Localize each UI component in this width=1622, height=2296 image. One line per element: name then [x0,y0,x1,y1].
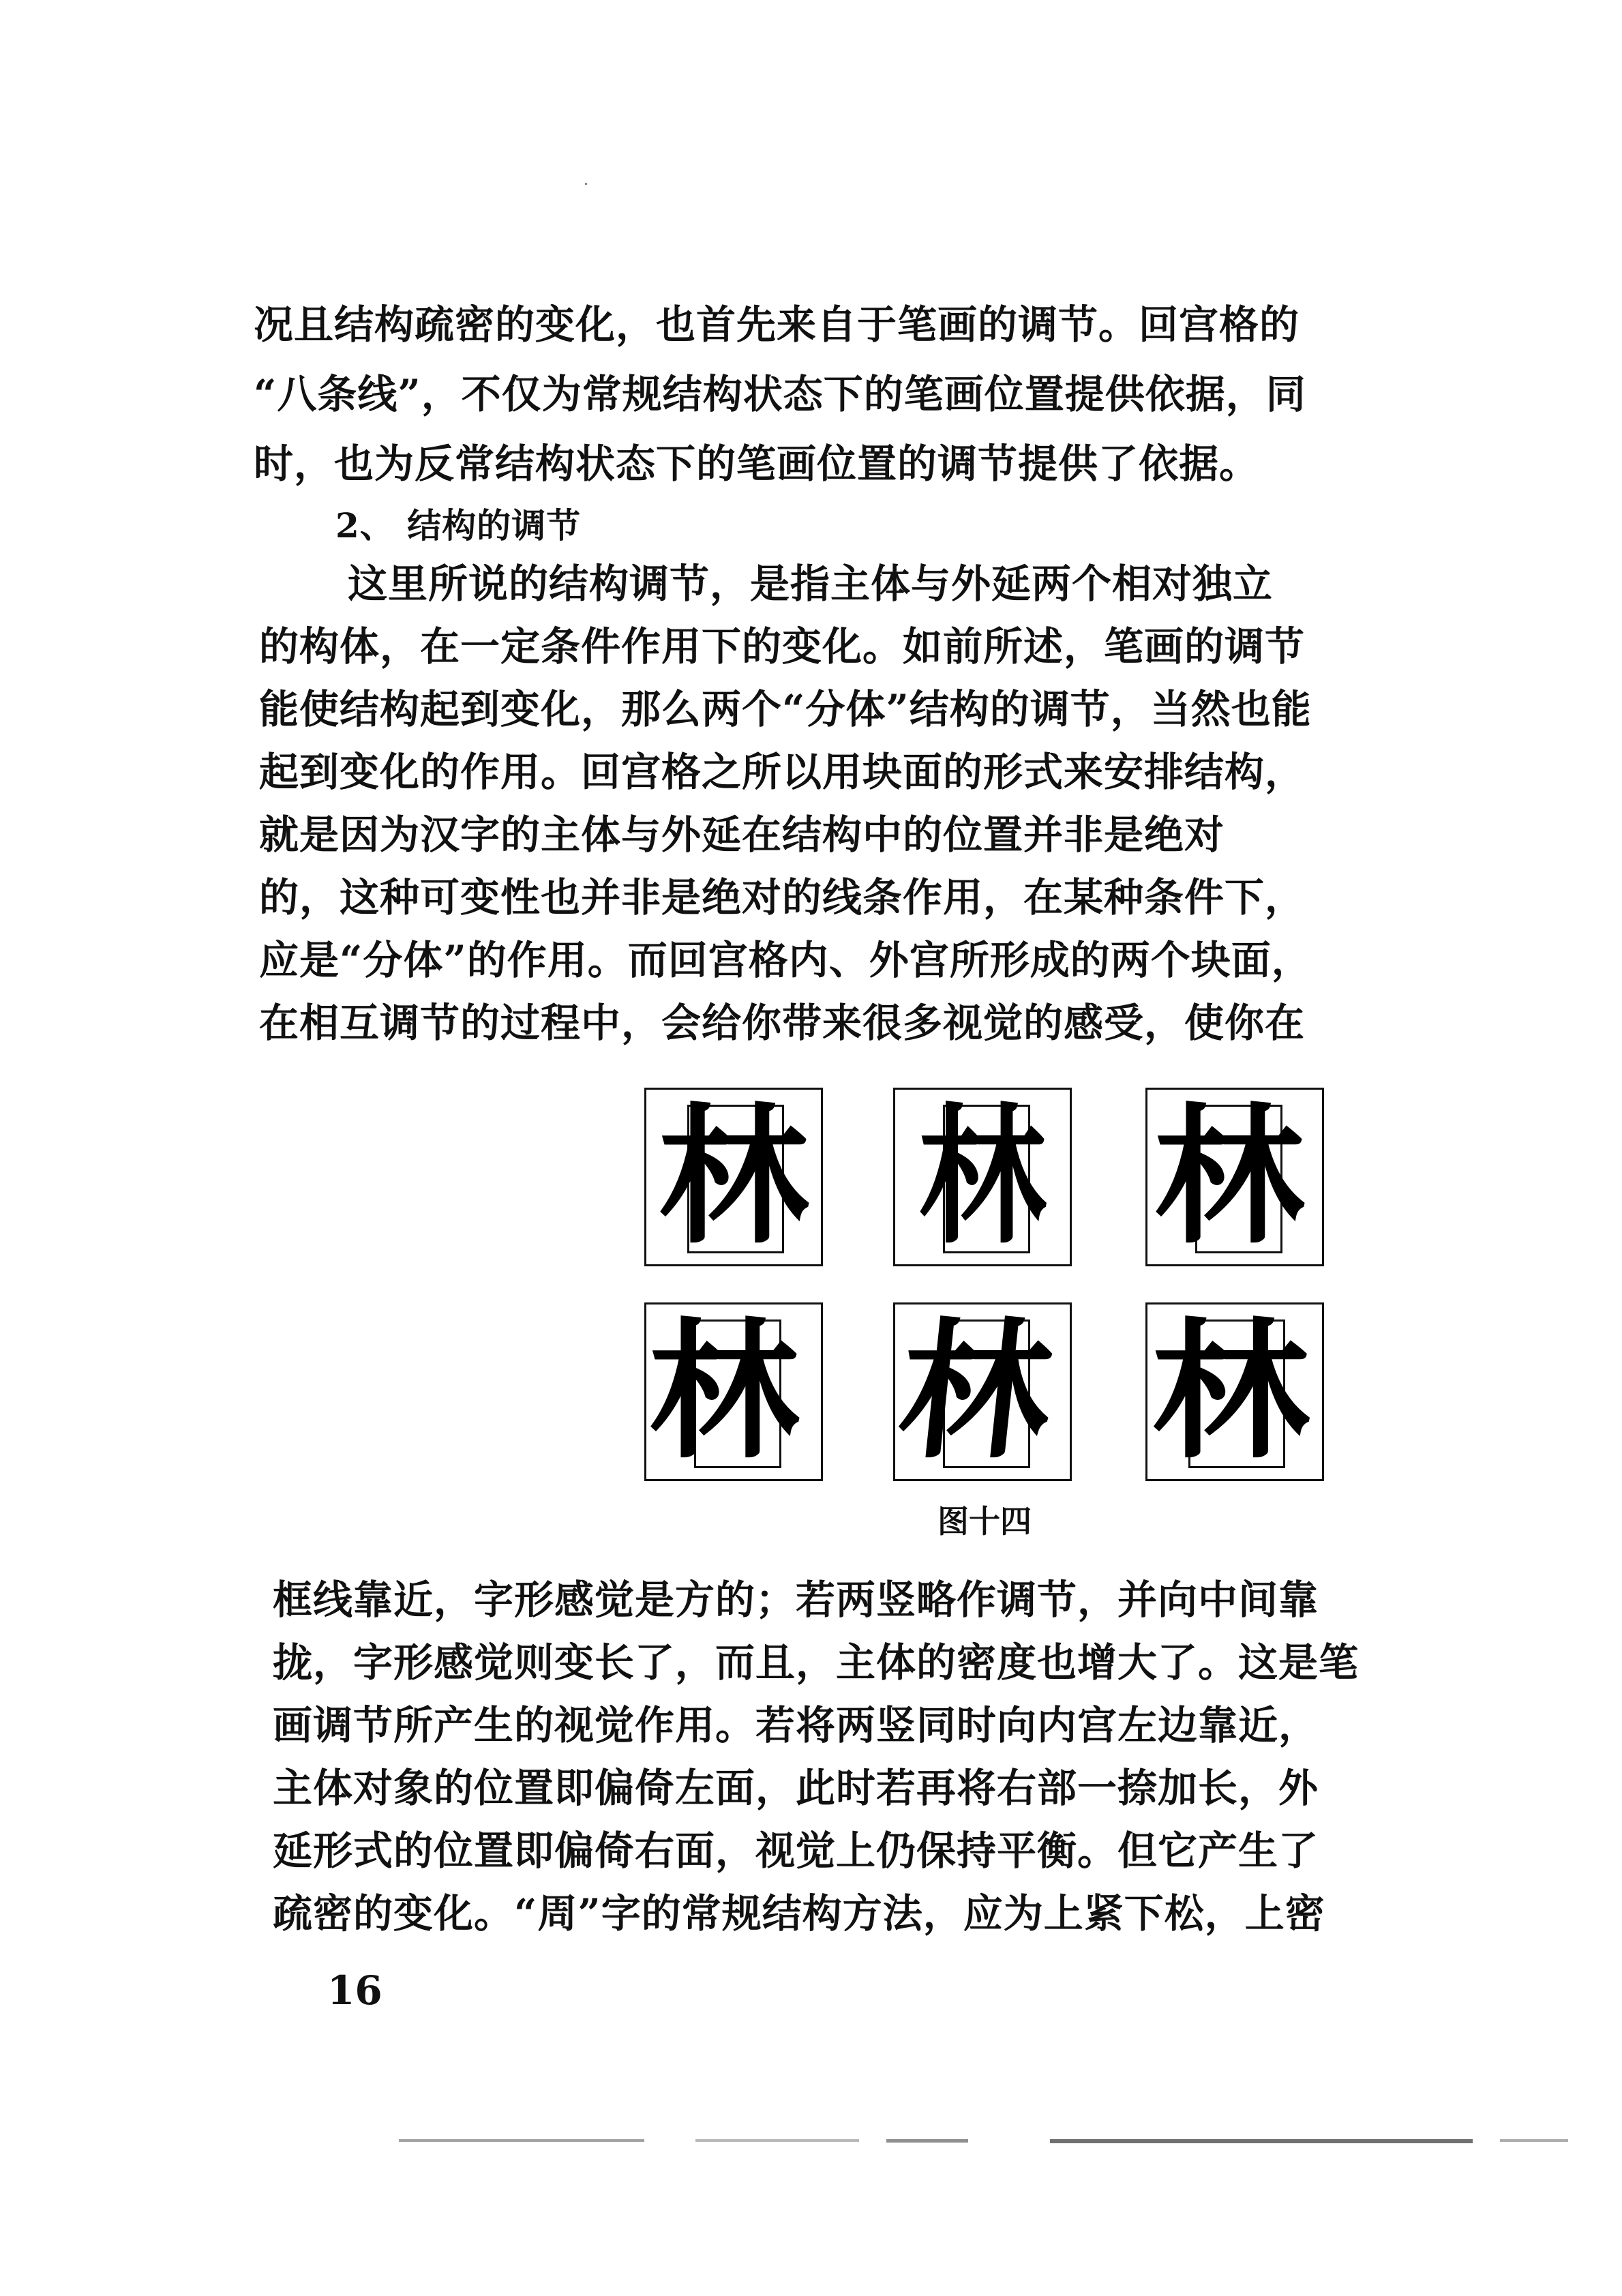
character-glyph: 林 [918,1090,1047,1264]
character-glyph: 林 [1152,1304,1310,1479]
scan-artifact [886,2139,968,2143]
scan-artifact [1050,2139,1473,2143]
text-line: 况且结构疏密的变化，也首先来自于笔画的调节。回宫格的 [254,301,1300,348]
scan-artifact [1500,2139,1568,2142]
grid-box [1145,1088,1324,1266]
grid-box [644,1088,823,1266]
character-glyph: 林 [648,1304,799,1479]
text-line: 能使结构起到变化，那么两个“分体”结构的调节，当然也能 [259,686,1312,732]
text-line: 就是因为汉字的主体与外延在结构中的位置并非是绝对 [259,811,1225,858]
text-line: 起到变化的作用。回宫格之所以用块面的形式来安排结构， [259,749,1306,795]
grid-box [893,1088,1072,1266]
text-line: “八条线”，不仅为常规结构状态下的笔画位置提供依据，同 [254,371,1306,417]
section-heading: 2、 结构的调节 [335,505,582,546]
figure-caption: 图十四 [937,1503,1032,1540]
text-line: 应是“分体”的作用。而回宫格内、外宫所形成的两个块面， [259,937,1312,983]
text-line: 画调节所产生的视觉作用。若将两竖同时向内宫左边靠近， [273,1702,1319,1748]
page-number: 16 [327,1967,382,2014]
text-line: 时，也为反常结构状态下的笔画位置的调节提供了依据。 [254,441,1260,487]
text-line: 主体对象的位置即偏倚左面，此时若再将右部一捺加长，外 [273,1765,1319,1811]
character-glyph: 林 [1154,1090,1304,1264]
text-line: 疏密的变化。“周”字的常规结构方法，应为上紧下松，上密 [273,1890,1325,1937]
text-line: 的构体，在一定条件作用下的变化。如前所述，笔画的调节 [259,623,1306,670]
grid-box [893,1302,1072,1481]
grid-box [644,1302,823,1481]
scan-artifact [695,2139,859,2142]
text-line: 在相互调节的过程中，会给你带来很多视觉的感受，使你在 [259,1000,1306,1046]
character-glyph: 林 [891,1304,1060,1479]
text-line: 拢，字形感觉则变长了，而且，主体的密度也增大了。这是笔 [273,1639,1360,1686]
text-line: 框线靠近，字形感觉是方的；若两竖略作调节，并向中间靠 [273,1577,1319,1623]
character-glyph: 林 [658,1090,809,1264]
grid-box [1145,1302,1324,1481]
scan-artifact [585,183,587,185]
text-line: 的，这种可变性也并非是绝对的线条作用，在某种条件下， [259,874,1306,921]
text-line: 这里所说的结构调节，是指主体与外延两个相对独立 [348,561,1274,607]
text-line: 延形式的位置即偏倚右面，视觉上仍保持平衡。但它产生了 [273,1828,1319,1874]
scan-artifact [399,2139,644,2142]
